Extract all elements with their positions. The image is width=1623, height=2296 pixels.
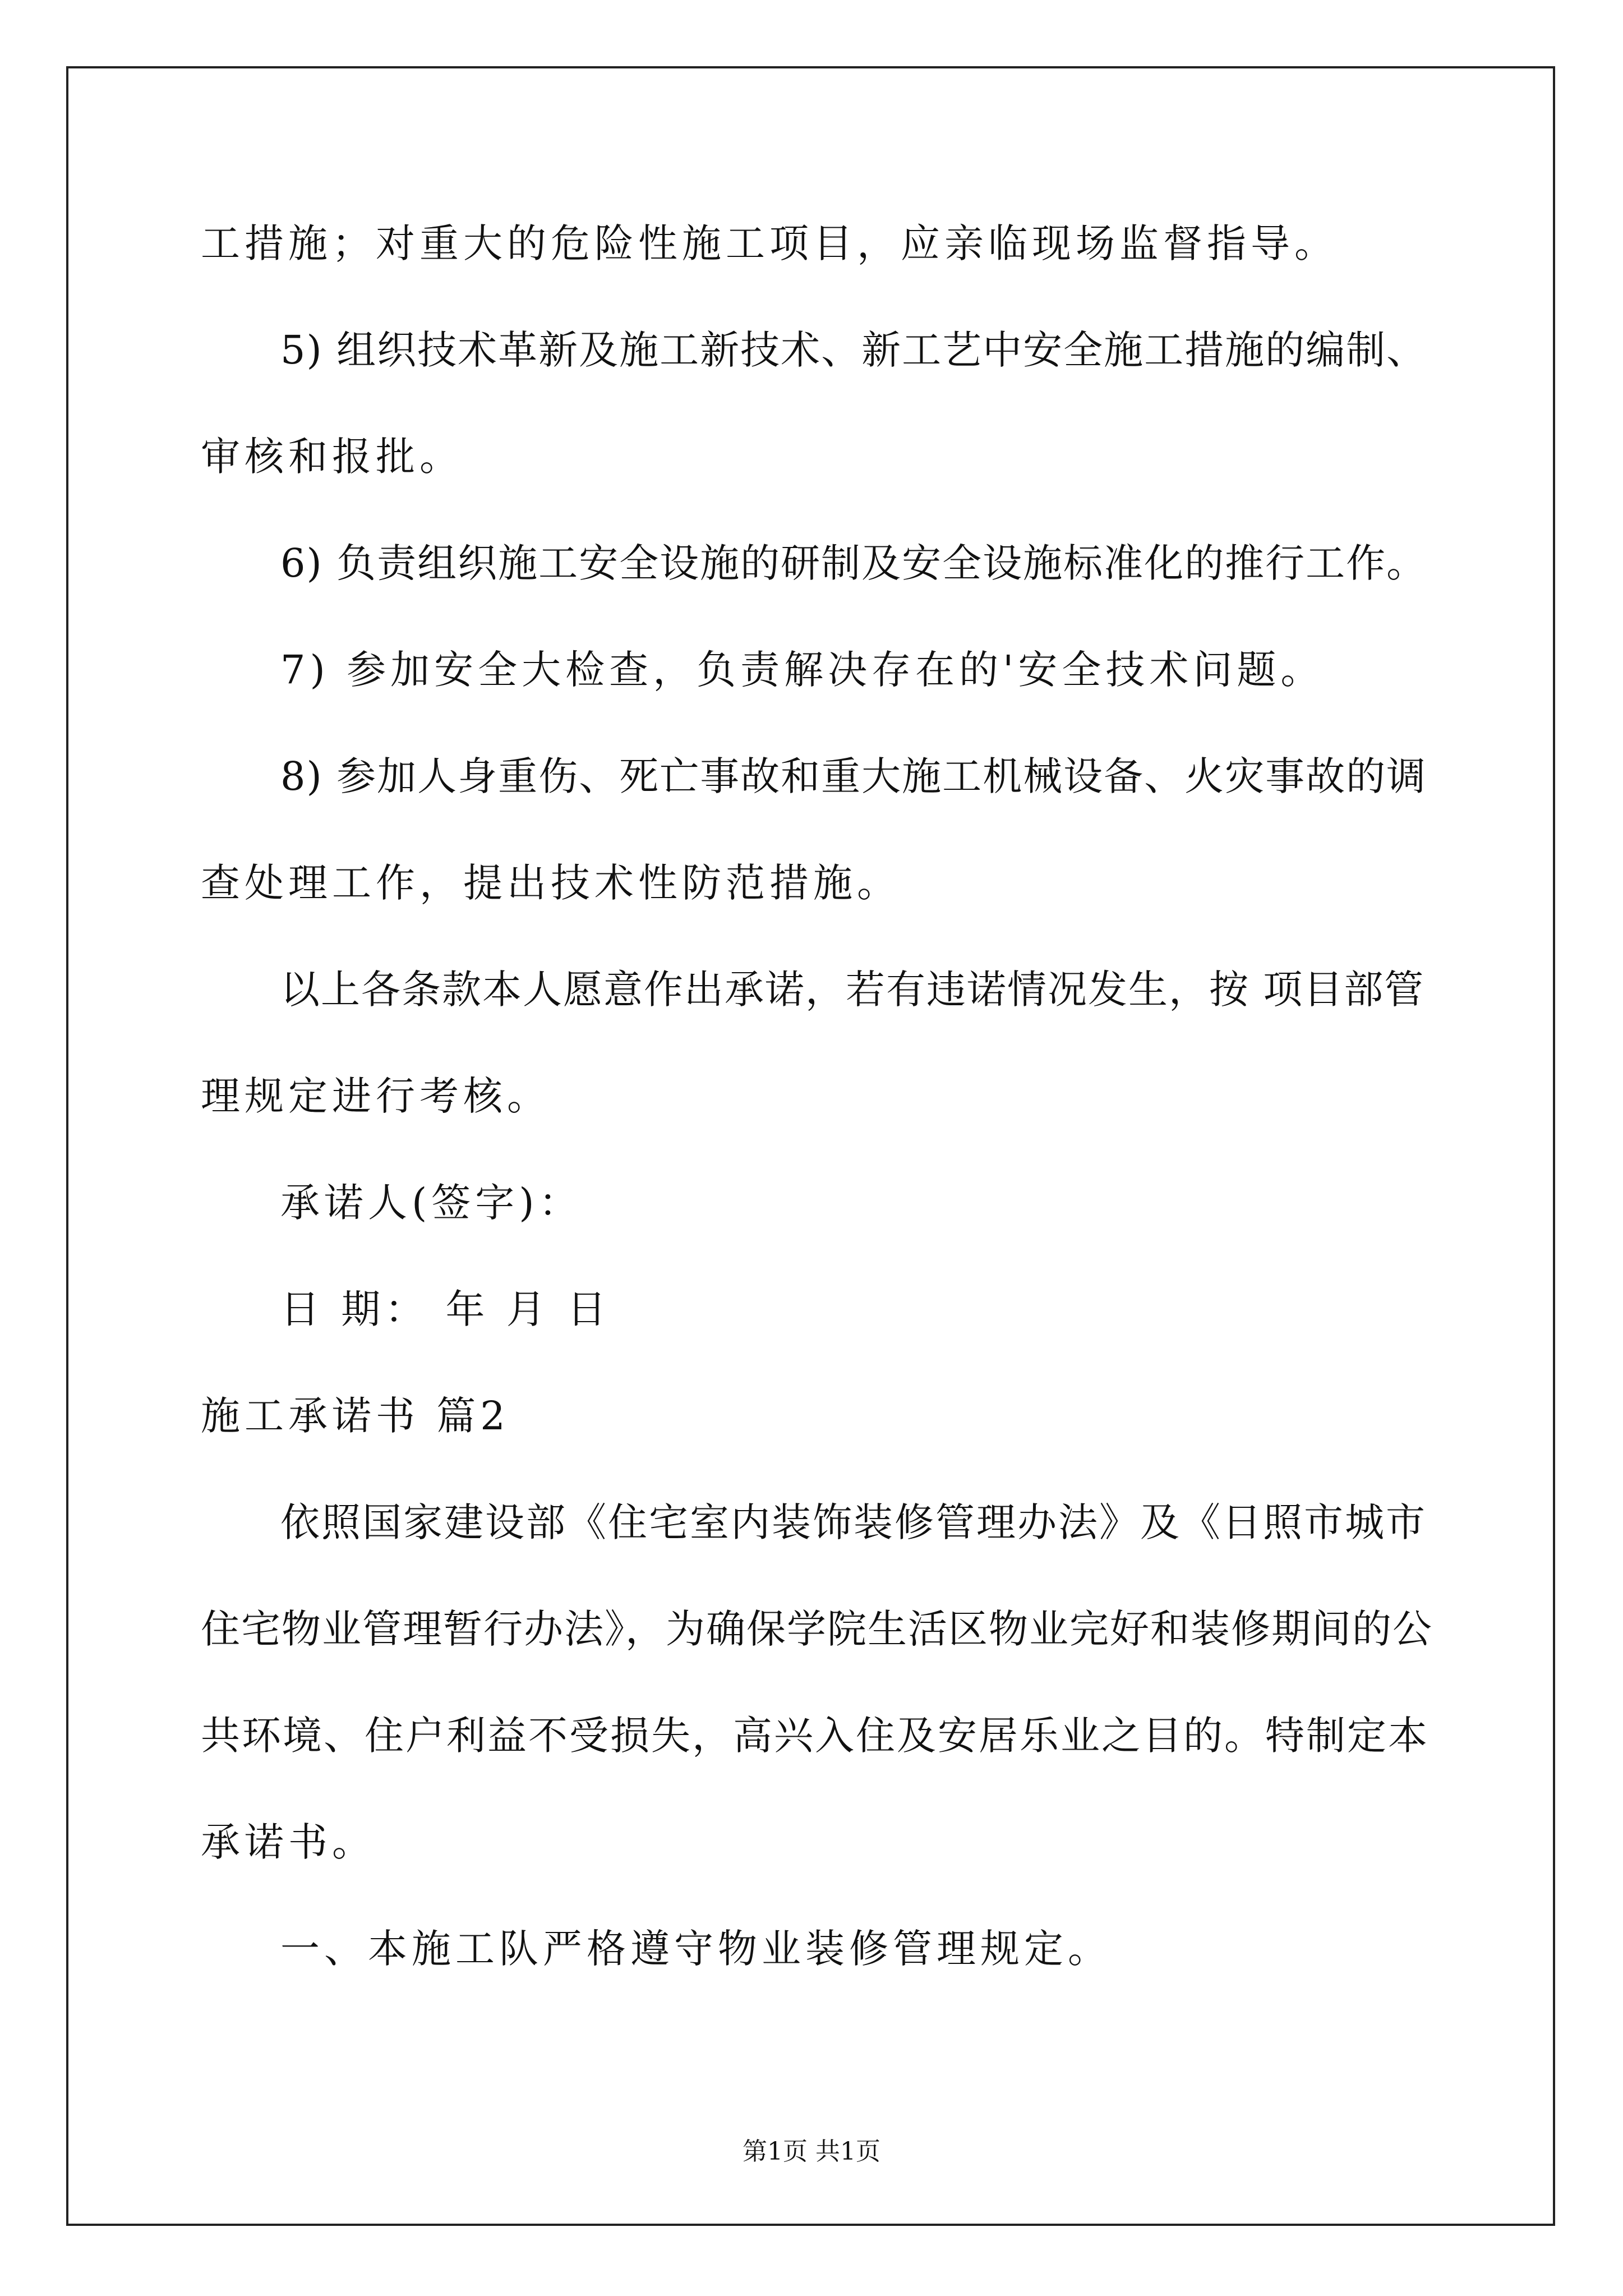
date-line: 日 期： 年 月 日: [280, 1286, 611, 1332]
text-line-15: 共环境、住户利益不受损失，高兴入住及安居乐业之目的。特制定本: [201, 1713, 1429, 1759]
text-line-8: 以上各条款本人愿意作出承诺，若有违诺情况发生，按 项目部管: [280, 967, 1425, 1013]
text-line-4: 6) 负责组织施工安全设施的研制及安全设施标准化的推行工作。: [280, 540, 1427, 586]
text-line-9: 理规定进行考核。: [201, 1073, 551, 1119]
text-line-6: 8) 参加人身重伤、死亡事故和重大施工机械设备、火灾事故的调: [280, 753, 1427, 799]
text-line-7: 查处理工作，提出技术性防范措施。: [201, 860, 901, 906]
text-line-14: 住宅物业管理暂行办法》，为确保学院生活区物业完好和装修期间的公: [201, 1606, 1433, 1652]
page-footer: 第1页 共1页: [743, 2137, 880, 2166]
text-line-16: 承诺书。: [201, 1819, 376, 1865]
page-frame: [66, 66, 1555, 2226]
signature-line: 承诺人(签字)：: [280, 1180, 583, 1226]
section-heading: 施工承诺书 篇2: [201, 1393, 510, 1439]
text-line-17: 一、本施工队严格遵守物业装修管理规定。: [280, 1926, 1112, 1972]
text-line-1: 工措施；对重大的危险性施工项目，应亲临现场监督指导。: [201, 220, 1338, 266]
text-line-3: 审核和报批。: [201, 434, 463, 480]
text-line-13: 依照国家建设部《住宅室内装饰装修管理办法》及《日照市城市: [280, 1499, 1427, 1545]
text-line-5: 7) 参加安全大检查，负责解决存在的'安全技术问题。: [280, 647, 1325, 693]
text-line-2: 5) 组织技术革新及施工新技术、新工艺中安全施工措施的编制、: [280, 327, 1427, 373]
